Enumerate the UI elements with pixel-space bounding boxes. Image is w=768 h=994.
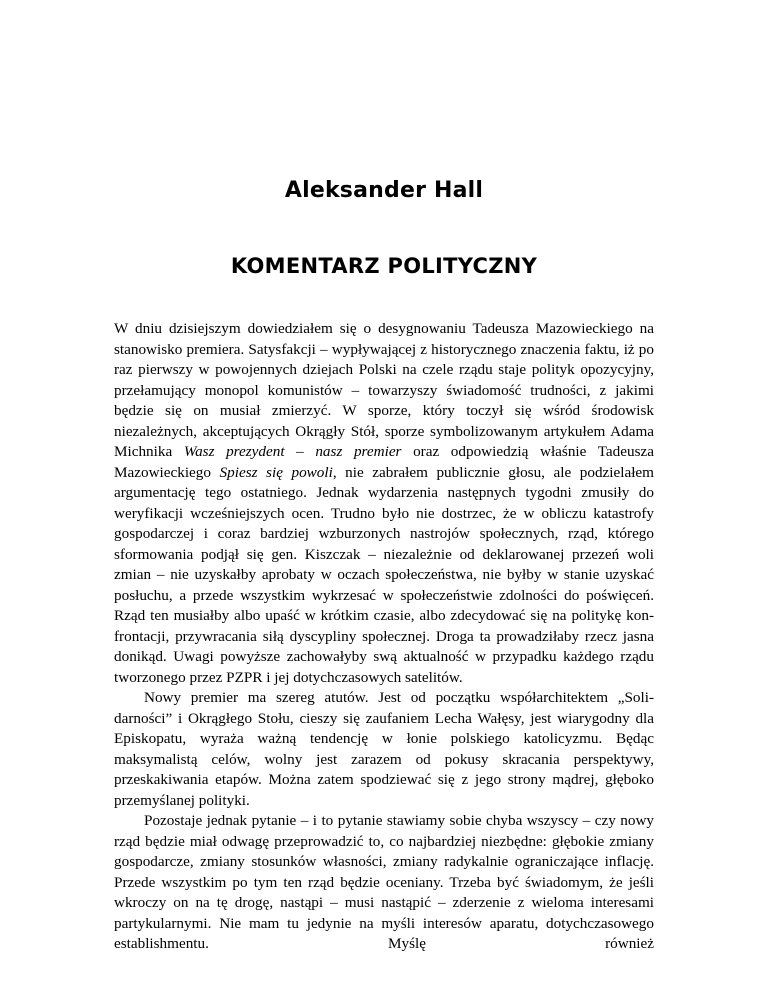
cited-article-title: Wasz prezydent – nasz premier: [183, 443, 402, 460]
paragraph: [114, 811, 654, 955]
paragraph-text: W dniu dzisiejszym dowiedziałem się o desygnowaniu Tadeusza Mazowieckiego na stanowisko premiera. Satysfakcji – wypływającej z historycznego znaczenia faktu, iż po raz pierwszy w powojennych dziejach Polski na czele rządu staje polityk opozycyjny, przełamujący monopol komunistów – towarzyszy świadomość trudności, z jakimi będzie się on musiał zmierzyć. W sporze, który toczył się wśród środowisk niezależnych, akceptujących Okrągły Stół, sporze symbolizowanym artykułem Adama Michnika: [114, 320, 654, 460]
article-body: [114, 319, 654, 955]
paragraph: [114, 688, 654, 811]
paragraph-text: Pozostaje jednak pytanie – i to pytanie stawiamy sobie chyba wszyscy – czy nowy rząd będzie miał odwagę przeprowadzić to, co najbardziej niezbędne: głębokie zmiany gospodarcze, zmiany stosunków własności, zmiany radykalnie ograniczające inflację. Przede wszystkim po tym ten rząd będzie oceniany. Trzeba być świadomym, że jeśli wkroczy on na tę drogę, nastąpi – musi nastąpić – zderzenie z wieloma interesami partykularnymi. Nie mam tu jedynie na myśli interesów aparatu, dotychczasowego establishmentu. Myślę również: [114, 812, 654, 952]
paragraph-text: oraz odpowiedzią właśnie Tadeusza Mazowieckiego: [114, 443, 654, 481]
paragraph-text: Nowy premier ma szereg atutów. Jest od początku współarchitektem „Solidarności” i Okrągłego Stołu, cieszy się zaufaniem Lecha Wałęsy, jest wiarygodny dla Episkopatu, wyraża ważną tendencję w łonie polskiego katolicyzmu. Będąc maksymalistą celów, wolny jest zarazem od pokusy skracania perspektywy, przeskakiwania etapów. Można zatem spodziewać się z jego strony mądrej, głęboko przemyślanej polityki.: [114, 689, 654, 809]
cited-article-title: Spiesz się powoli: [219, 463, 333, 481]
article-title: KOMENTARZ POLITYCZNY: [230, 254, 538, 278]
paragraph-text: , nie zabrałem publicznie głosu, ale podzielałem argumentację tego ostatniego. Jednak wydarzenia następnych tygodni zmusiły do weryfikacji wcześniejszych ocen. Trudno było nie dostrzec, że w obliczu katastrofy gospodarczej i coraz bardziej wzburzonych nastrojów społecznych, rząd, którego sformowania podjął się gen. Kiszczak – niezależnie od deklarowanej przezeń woli zmian – nie uzyskałby aprobaty w oczach społeczeństwa, nie byłby w stanie uzyskać posłuchu, a przede wszystkim wykrzesać w społeczeństwie zdolności do poświęceń. Rząd ten musiałby albo upaść w krótkim czasie, albo zdecydować się na politykę konfrontacji, przywracania siłą dyscypliny społecznej. Droga ta prowadziłaby rzecz jasna donikąd. Uwagi powyższe zachowałyby swą aktualność w przypadku każdego rządu tworzonego przez PZPR i jej dotychczasowych satelitów.: [114, 463, 654, 686]
author-name: Aleksander Hall: [284, 178, 484, 203]
paragraph: [114, 319, 654, 688]
